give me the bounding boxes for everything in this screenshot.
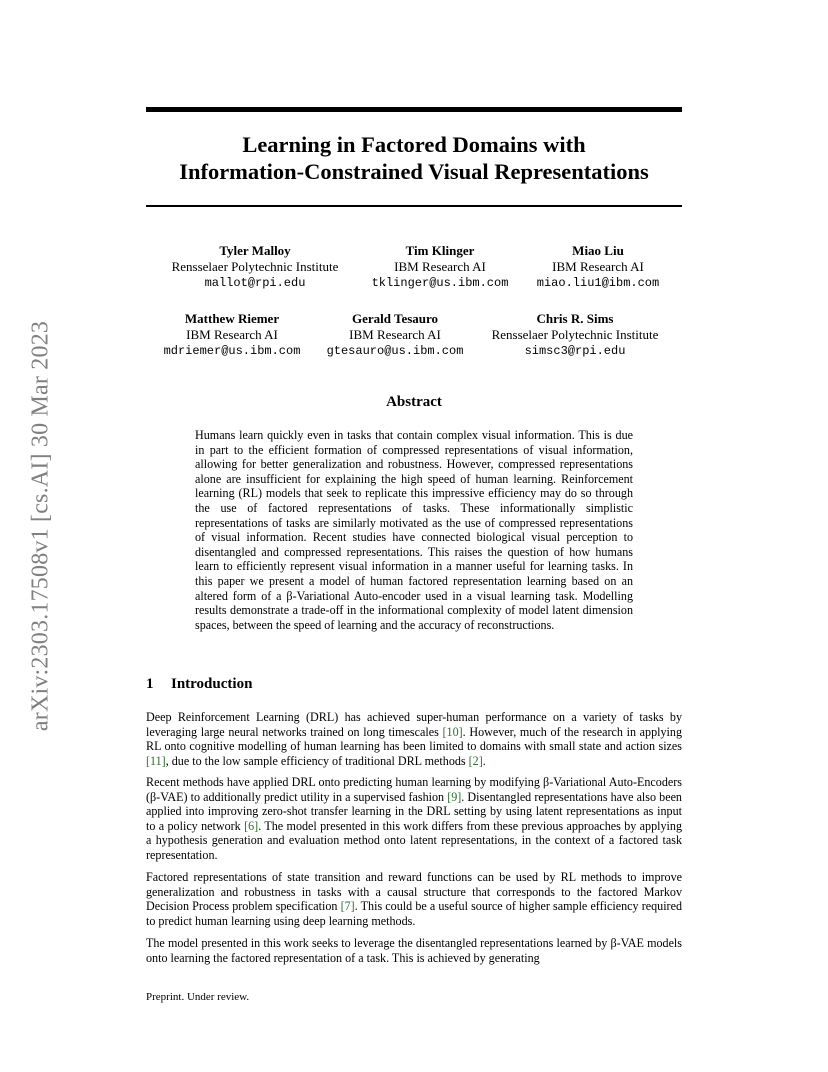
author-email[interactable]: miao.liu1@ibm.com [536,276,660,290]
author-block-1 [155,243,355,291]
page-footer: Preprint. Under review. [146,991,250,1003]
paper-title [146,131,682,185]
author-name: Tim Klinger [405,243,475,258]
author-email[interactable]: simsc3@rpi.edu [524,344,626,358]
citation-link[interactable]: [9] [447,789,462,804]
abstract-text: Humans learn quickly even in tasks that contain complex visual information. This is due in part to the efficient formation of compressed representations of visual information, allowing for better generalization and robustness. However, compressed representations alone are insufficient for explaining the high speed of human learning. Reinforcement learning (RL) models that seek to replicate this impressive efficiency may do so through the use of factored representations of tasks. These informationally simplistic representations of tasks are similarly motivated as the use of compressed representations of visual information. Recent studies have connected biological visual perception to disentangled and compressed representations. This raises the question of how humans learn to efficiently represent visual information in a manner useful for learning tasks. In this paper we present a model of human factored representation learning based on an altered form of a β-Variational Auto-encoder used in a visual learning task. Modelling results demonstrate a trade-off in the informational complexity of model latent dimension spaces, between the speed of learning and the accuracy of reconstructions. [195,428,633,632]
section-number: 1 [146,676,154,692]
title-bottom-rule [146,205,682,207]
author-email[interactable]: tklinger@us.ibm.com [371,276,509,290]
intro-paragraph-3: Factored representations of state transition and reward functions can be used by RL methods to improve generalization and robustness in tasks with a causal structure that corresponds to the factored Markov Decision Process problem specification [7]. This could be a useful source of higher sample efficiency required to predict human learning using deep learning methods. [146,870,682,928]
citation-link[interactable]: [6] [244,818,259,833]
abstract-heading: Abstract [386,394,442,410]
intro-paragraph-4: The model presented in this work seeks to leverage the disentangled representations learned by β-VAE models onto learning the factored representation of a task. This is achieved by generating [146,936,682,965]
citation-link[interactable]: [11] [146,753,166,768]
author-affiliation: IBM Research AI [186,327,278,342]
title-line-2: Information-Constrained Visual Representations [179,159,649,184]
author-affiliation: Rensselaer Polytechnic Institute [171,259,339,274]
arxiv-id-text: arXiv:2303.17508v1 [cs.AI] 30 Mar 2023 [27,320,54,732]
author-email[interactable]: mdriemer@us.ibm.com [163,344,301,358]
author-name: Chris R. Sims [536,311,614,326]
citation-link[interactable]: [7] [340,899,355,914]
author-affiliation: IBM Research AI [349,327,441,342]
title-line-1: Learning in Factored Domains with [242,132,586,157]
title-top-rule [146,107,682,112]
section-heading [146,676,252,693]
author-affiliation: IBM Research AI [394,259,486,274]
citation-link[interactable]: [10] [442,724,463,739]
author-name: Miao Liu [572,243,624,258]
author-block-5 [295,311,495,359]
author-email[interactable]: gtesauro@us.ibm.com [326,344,464,358]
author-name: Gerald Tesauro [351,311,439,326]
author-email[interactable]: mallot@rpi.edu [204,276,306,290]
author-name: Tyler Malloy [219,243,291,258]
author-block-3 [498,243,698,291]
section-title: Introduction [171,676,253,692]
author-block-6 [475,311,675,359]
intro-paragraph-1: Deep Reinforcement Learning (DRL) has achieved super-human performance on a variety of tasks by leveraging large neural networks trained on long timescales [10]. However, much of the research in applying RL onto cognitive modelling of human learning has been limited to domains with small state and action sizes [11], due to the low sample efficiency of traditional DRL methods [2]. [146,710,682,768]
citation-link[interactable]: [2] [468,753,483,768]
author-affiliation: Rensselaer Polytechnic Institute [491,327,659,342]
intro-paragraph-2: Recent methods have applied DRL onto predicting human learning by modifying β-Variational Auto-Encoders (β-VAE) to additionally predict utility in a supervised fashion [9]. Disentangled representations have also been applied into improving zero-shot transfer learning in the DRL setting by using latent representations as input to a policy network [6]. The model presented in this work differs from these previous approaches by applying a hypothesis generation and evaluation method onto latent representations, in the context of a factored task representation. [146,775,682,862]
author-affiliation: IBM Research AI [552,259,644,274]
author-name: Matthew Riemer [184,311,280,326]
